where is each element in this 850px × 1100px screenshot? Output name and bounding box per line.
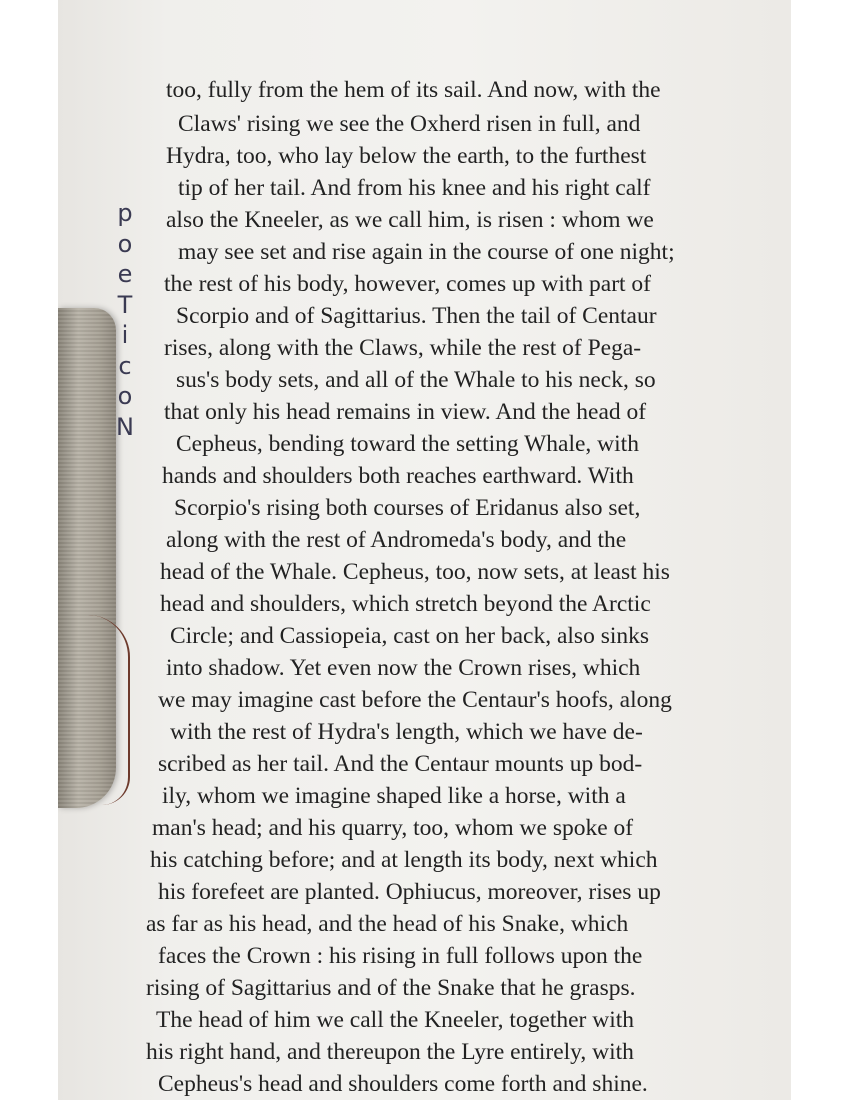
text-line: along with the rest of Andromeda's body, and the [166, 527, 627, 553]
text-line: too, fully from the hem of its sail. And now, with the [166, 77, 661, 103]
text-line: rising of Sagittarius and of the Snake that he grasps. [146, 975, 636, 1001]
imprint-letter: N [116, 412, 134, 441]
text-line: Claws' rising we see the Oxherd risen in full, and [178, 111, 641, 137]
text-line: the rest of his body, however, comes up with part of [164, 271, 652, 297]
text-line: his catching before; and at length its body, next which [150, 847, 658, 873]
text-line: Cepheus, bending toward the setting Whale, with [176, 431, 639, 457]
text-line: may see set and rise again in the course of one night; [178, 239, 675, 265]
imprint-letter: p [117, 199, 133, 227]
text-line: man's head; and his quarry, too, whom we spoke of [152, 815, 634, 841]
imprint-letter: c [118, 351, 132, 380]
text-line: faces the Crown : his rising in full follows upon the [158, 943, 643, 969]
text-line: with the rest of Hydra's length, which we have de- [170, 719, 643, 745]
text-line: Scorpio and of Sagittarius. Then the tail of Centaur [176, 303, 657, 329]
text-line: as far as his head, and the head of his Snake, which [146, 911, 629, 937]
text-line: also the Kneeler, as we call him, is risen : whom we [166, 207, 654, 233]
text-line: Hydra, too, who lay below the earth, to the furthest [166, 143, 647, 169]
imprint-letter: i [121, 321, 129, 349]
text-line: tip of her tail. And from his knee and his right calf [178, 175, 651, 201]
text-line: hands and shoulders both reaches earthward. With [162, 463, 634, 489]
imprint-letter: T [117, 290, 133, 319]
imprint-letter: o [117, 382, 133, 410]
text-line: sus's body sets, and all of the Whale to his neck, so [176, 367, 656, 393]
text-line: his right hand, and thereupon the Lyre entirely, with [146, 1039, 634, 1065]
text-line: Scorpio's rising both courses of Eridanus also set, [174, 495, 641, 521]
text-line: The head of him we call the Kneeler, together with [156, 1007, 635, 1033]
vertical-imprint [110, 198, 140, 442]
imprint-letter: o [117, 229, 133, 258]
text-line: rises, along with the Claws, while the rest of Pega- [164, 335, 642, 361]
text-line: Cepheus's head and shoulders come forth and shine. [158, 1071, 648, 1097]
imprint-letter: e [117, 260, 133, 288]
text-line: Circle; and Cassiopeia, cast on her back, also sinks [170, 623, 650, 649]
text-line: that only his head remains in view. And the head of [164, 399, 647, 425]
bookmark-string [88, 615, 130, 805]
text-line: ily, whom we imagine shaped like a horse, with a [162, 783, 626, 809]
text-line: head of the Whale. Cepheus, too, now sets, at least his [160, 559, 670, 585]
text-line: we may imagine cast before the Centaur's hoofs, along [158, 687, 672, 713]
text-line: head and shoulders, which stretch beyond the Arctic [160, 591, 651, 617]
text-line: scribed as her tail. And the Centaur mounts up bod- [158, 751, 643, 777]
text-line: into shadow. Yet even now the Crown rises, which [166, 655, 641, 681]
text-line: his forefeet are planted. Ophiucus, moreover, rises up [158, 879, 661, 905]
